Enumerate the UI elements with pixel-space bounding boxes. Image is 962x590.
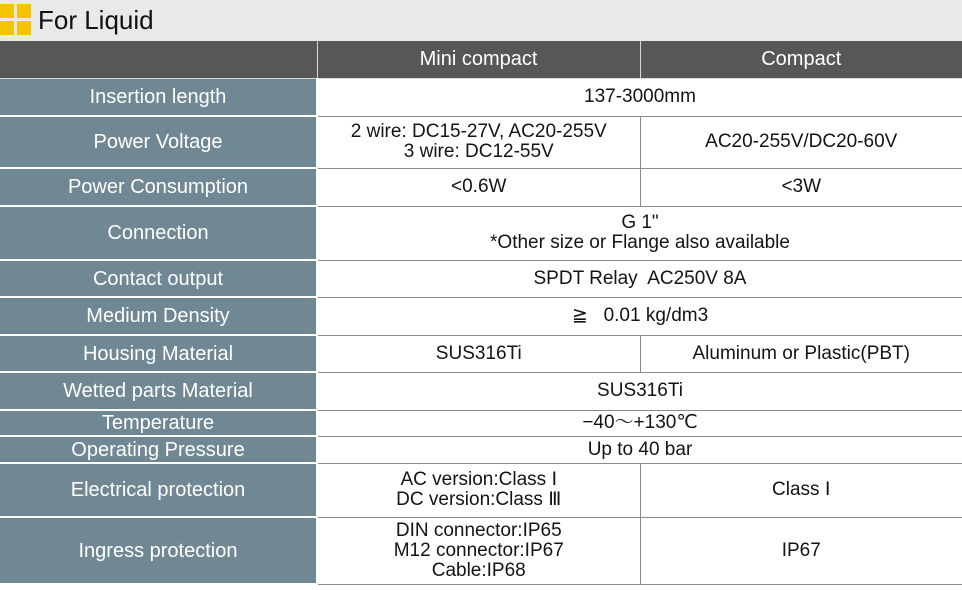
- row-value-mini: [317, 116, 640, 168]
- row-label: Insertion length: [0, 78, 317, 116]
- page-title: For Liquid: [38, 5, 154, 35]
- table-header-row: [0, 41, 962, 78]
- table-row: [0, 168, 962, 206]
- row-value-compact: IP67: [640, 517, 962, 584]
- cell-line: Cable:IP68: [431, 559, 526, 581]
- row-label: Housing Material: [0, 335, 317, 372]
- column-header-mini-compact: Mini compact: [317, 41, 640, 78]
- row-label: Power Voltage: [0, 116, 317, 168]
- cell-line: DC version:Class Ⅲ: [396, 489, 562, 510]
- row-value: Up to 40 bar: [317, 436, 962, 463]
- cell-line: 3 wire: DC12-55V: [403, 141, 554, 162]
- table-row: [0, 78, 962, 116]
- row-value-mini: [317, 517, 640, 584]
- table-row: [0, 297, 962, 335]
- row-value-compact: Class Ⅰ: [640, 463, 962, 517]
- row-value-mini: SUS316Ti: [317, 335, 640, 372]
- cell-line: DIN connector:IP65: [395, 519, 562, 541]
- cell-line: M12 connector:IP67: [393, 539, 564, 561]
- cell-line: AC version:Class Ⅰ: [400, 469, 558, 490]
- table-row: [0, 335, 962, 372]
- table-row: [0, 463, 962, 517]
- row-value: SUS316Ti: [317, 372, 962, 410]
- table-row: [0, 116, 962, 168]
- row-label: Operating Pressure: [0, 436, 317, 463]
- row-value: SPDT Relay AC250V 8A: [317, 260, 962, 297]
- row-value-compact: <3W: [640, 168, 962, 206]
- row-label: Power Consumption: [0, 168, 317, 206]
- row-label: Connection: [0, 206, 317, 260]
- table-row: [0, 517, 962, 584]
- row-label: Electrical protection: [0, 463, 317, 517]
- table-row: [0, 372, 962, 410]
- column-header-empty: [0, 41, 317, 78]
- row-value: ≧ 0.01 kg/dm3: [317, 297, 962, 335]
- table-row: [0, 260, 962, 297]
- spec-table: [0, 41, 962, 585]
- grid-logo-icon: [0, 4, 32, 36]
- row-value: 137-3000mm: [317, 78, 962, 116]
- row-label: Medium Density: [0, 297, 317, 335]
- table-row: [0, 436, 962, 463]
- cell-line: 2 wire: DC15-27V, AC20-255V: [350, 121, 607, 142]
- row-label: Ingress protection: [0, 517, 317, 584]
- column-header-compact: Compact: [640, 41, 962, 78]
- cell-line: *Other size or Flange also available: [490, 232, 790, 253]
- row-label: Wetted parts Material: [0, 372, 317, 410]
- header-bar: [0, 0, 962, 41]
- row-value-compact: AC20-255V/DC20-60V: [640, 116, 962, 168]
- row-label: Contact output: [0, 260, 317, 297]
- row-value-mini: [317, 463, 640, 517]
- cell-line: G 1": [621, 212, 659, 233]
- table-row: [0, 206, 962, 260]
- table-row: [0, 410, 962, 436]
- row-value: −40～+130℃: [317, 410, 962, 436]
- row-value-compact: Aluminum or Plastic(PBT): [640, 335, 962, 372]
- row-value-mini: <0.6W: [317, 168, 640, 206]
- row-value: [317, 206, 962, 260]
- row-label: Temperature: [0, 410, 317, 436]
